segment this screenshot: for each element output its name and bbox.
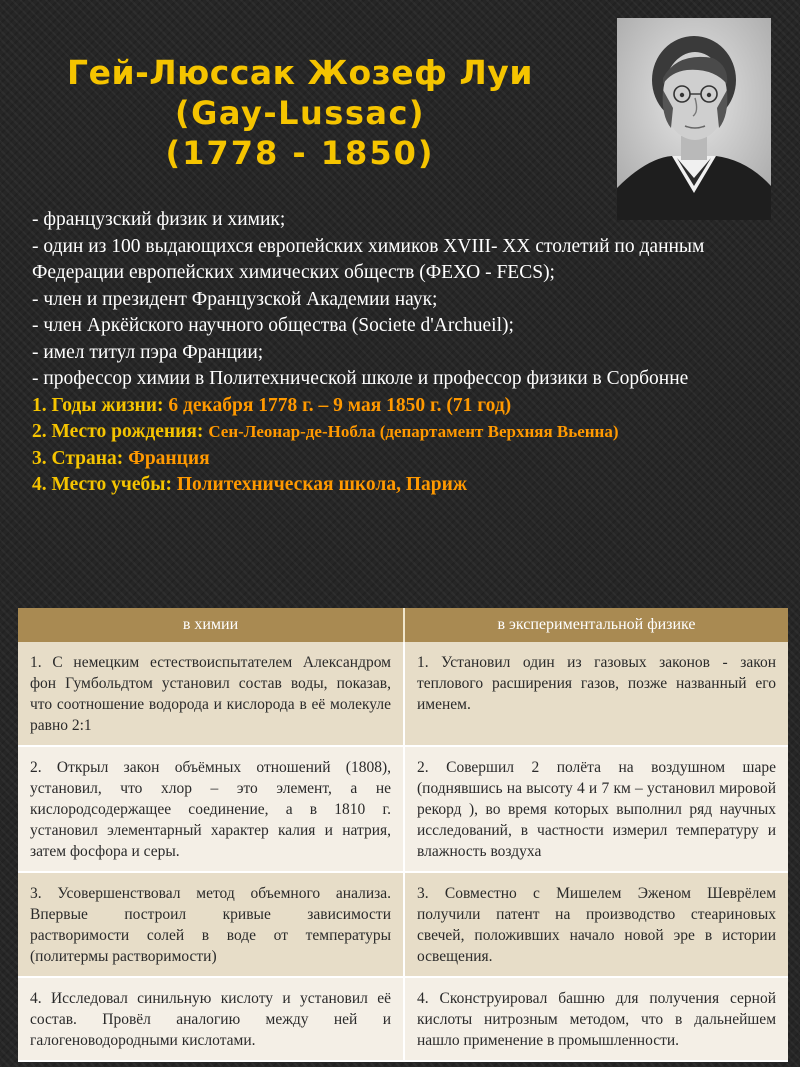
title-latin-name: (Gay-Lussac) [174,94,426,133]
bullet-item: - французский физик и химик; [32,209,286,230]
title-years: (1778 - 1850) [165,134,435,173]
fact-value: Сен-Леонар-де-Нобла (департамент Верхняя Вьенна) [208,422,619,441]
fact-education [32,472,772,499]
table-cell: 3. Совместно с Мишелем Эженом Шеврёлем получили патент на производство стеариновых свечей, положивших начало новой эре в истории освещения. [404,872,788,977]
fact-country [32,446,772,473]
portrait-image [617,18,771,220]
fact-value: Франция [128,447,210,469]
bullet-item: - один из 100 выдающихся европейских химиков XVIII- XX столетий по данным Федерации европейских химических обществ (ФЕХО - FECS); [32,235,705,283]
bullet-item: - член Аркёйского научного общества (Societe d'Archueil); [32,315,514,336]
table-row [18,872,788,977]
table-row [18,746,788,872]
title-name: Гей-Люссак Жозеф Луи [67,53,533,92]
fact-label: 3. Страна: [32,447,129,469]
bullet-item: - профессор химии в Политехнической школе и профессор физики в Сорбонне [32,368,689,389]
facts-list [32,393,772,499]
table-cell: 2. Совершил 2 полёта на воздушном шаре (поднявшись на высоту 4 и 7 км – установил мировой рекорд ), во время которых выполнил ряд научных исследований, в частности измерил температуру и влажность воздуха [404,746,788,872]
fact-label: 2. Место рождения: [32,421,209,442]
table-row [18,642,788,746]
column-header-physics: в экспериментальной физике [404,608,788,642]
table-cell: 3. Усовершенствовал метод объемного анализа. Впервые построил кривые зависимости растворимости солей в воде от температуры (политермы растворимости) [18,872,404,977]
table-cell: 4. Исследовал синильную кислоту и установил её состав. Провёл аналогию между ней и галогеноводородными кислотами. [18,977,404,1061]
table-cell: 1. С немецким естествоиспытателем Александром фон Гумбольдтом установил состав воды, показав, что соотношение водорода и кислорода в её молекуле равно 2:1 [18,642,404,746]
table-cell: 1. Установил один из газовых законов - закон теплового расширения газов, позже названный его именем. [404,642,788,746]
table-row [18,977,788,1061]
fact-label: 4. Место учебы: [32,474,177,495]
fact-birthplace [32,419,772,446]
fact-value: 6 декабря 1778 г. – 9 мая 1850 г. (71 год) [168,394,512,416]
table-cell: 4. Сконструировал башню для получения серной кислоты нитрозным методом, что в дальнейшем нашло применение в промышленности. [404,977,788,1061]
table-header-row [18,608,788,642]
fact-label: 1. Годы жизни: [32,394,169,416]
fact-value: Политехническая школа, Париж [176,474,467,495]
column-header-chemistry: в химии [18,608,404,642]
bullet-item: - член и президент Французской Академии наук; [32,288,438,310]
title-block [40,52,560,173]
description [32,207,772,499]
fact-years [32,393,772,420]
table-cell: 2. Открыл закон объёмных отношений (1808), установил, что хлор – это элемент, а не кислородсодержащее соединение, а в 1810 г. установил элементарный характер калия и натрия, затем фосфора и серы. [18,746,404,872]
achievements-table [18,608,788,1062]
bullet-item: - имел титул пэра Франции; [32,341,264,363]
